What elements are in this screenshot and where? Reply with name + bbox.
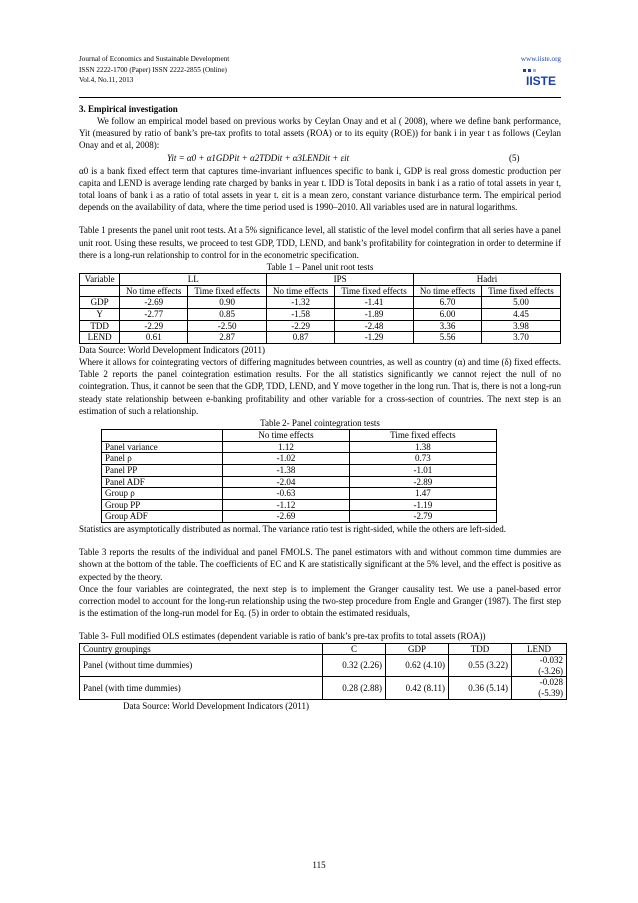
table2-cointegration	[101, 429, 497, 523]
equation-number: (5)	[509, 152, 520, 163]
table-cell: GDP	[386, 643, 449, 655]
table-cell: 1.12	[223, 441, 350, 453]
page-number: 115	[312, 860, 326, 870]
table-cell: 0.32 (2.26)	[323, 655, 386, 677]
table-row	[102, 465, 497, 477]
paragraph-statistics-note: Statistics are asymptotically distributed as normal. The variance ratio test is right-sided, while the others are left-sided.	[79, 523, 506, 534]
table-cell: -0.028 (-5.39)	[512, 677, 567, 699]
table-cell: Country groupings	[80, 643, 323, 655]
table-row	[102, 511, 497, 523]
page-content	[79, 54, 561, 712]
table-cell	[80, 285, 120, 297]
table-cell: LEND	[80, 332, 120, 344]
table-cell: Panel ρ	[102, 453, 223, 465]
iiste-logo	[521, 67, 561, 89]
table-cell: 1.38	[349, 441, 496, 453]
table-cell	[102, 430, 223, 442]
table-cell: 0.73	[349, 453, 496, 465]
table-row	[80, 655, 567, 677]
table-header-row	[80, 643, 567, 655]
table-cell: Time fixed effects	[188, 285, 267, 297]
table-row	[80, 677, 567, 699]
table-cell: 0.28 (2.88)	[323, 677, 386, 699]
table-cell: 3.36	[414, 320, 482, 332]
table-cell: Group ADF	[102, 511, 223, 523]
table-row	[80, 320, 561, 332]
table-cell: 0.55 (3.22)	[449, 655, 512, 677]
table-cell: Time fixed effects	[481, 285, 560, 297]
header-rule	[79, 97, 561, 98]
table-cell: Hadri	[414, 274, 561, 286]
table-cell: C	[323, 643, 386, 655]
table-cell: LL	[120, 274, 267, 286]
table-row	[102, 441, 497, 453]
table-cell: Panel PP	[102, 465, 223, 477]
table-cell: -1.12	[223, 499, 350, 511]
table-row	[102, 476, 497, 488]
table-cell: 4.45	[481, 309, 560, 321]
section-title: 3. Empirical investigation	[79, 104, 178, 114]
table-cell: No time effects	[267, 285, 335, 297]
table-cell: -1.38	[223, 465, 350, 477]
table-cell: Time fixed effects	[335, 285, 414, 297]
table-cell: 2.87	[188, 332, 267, 344]
table-cell: -2.29	[120, 320, 188, 332]
paragraph-cointegration: Where it allows for cointegrating vectors of differing magnitudes between countries, as well as country (α) and time (δ) fixed effects. Table 2 reports the panel cointegration estimation results. For the all statistics significantly we cannot reject the null of no cointegration. Thus, it cannot be seen that the GDP, TDD, LEND, and Y move together in the long run. That is, there is not a long-run steady state relationship between e-banking profitability and other variable for a cross-section of countries. The next step is an estimation of such a relationship.	[79, 357, 561, 416]
table-cell: LEND	[512, 643, 567, 655]
table-cell: 3.98	[481, 320, 560, 332]
paragraph-fmols: Table 3 reports the results of the individual and panel FMOLS. The panel estimators with and without common time dummies are shown at the bottom of the table. The coefficients of EC and K are statistically significant at the 5% level, and the effect is positive as expected by the theory.	[79, 547, 561, 582]
table2-caption: Table 2- Panel cointegration tests	[260, 418, 380, 429]
table-cell: TDD	[449, 643, 512, 655]
paragraph-unit-root: Table 1 presents the panel unit root tests. At a 5% significance level, all statistic of the level model confirm that all series have a panel unit root. Using these results, we proceed to test GDP, TDD, LEND, and bank’s profitability for cointegration in order to determine if there is a long-run relationship to control for in the econometric specification.	[79, 225, 561, 260]
journal-volume: Vol.4, No.11, 2013	[79, 76, 134, 85]
table-cell: -0.032 (-3.26)	[512, 655, 567, 677]
table-cell: -2.69	[223, 511, 350, 523]
table3-caption: Table 3- Full modified OLS estimates (dependent variable is ratio of bank’s pre-tax profits to total assets (ROA))	[79, 631, 486, 642]
table-cell: No time effects	[223, 430, 350, 442]
table-header-row	[80, 274, 561, 286]
table-cell: Panel ADF	[102, 476, 223, 488]
table-row	[102, 499, 497, 511]
table-cell: 0.62 (4.10)	[386, 655, 449, 677]
table-cell: -2.29	[267, 320, 335, 332]
journal-header	[79, 54, 561, 96]
table-cell: -2.89	[349, 476, 496, 488]
table1-unit-root	[79, 273, 561, 344]
table-cell: 6.70	[414, 297, 482, 309]
table-cell: IPS	[267, 274, 414, 286]
table-cell: -1.32	[267, 297, 335, 309]
table3-source: Data Source: World Development Indicators (2011)	[123, 700, 309, 711]
table-header-row	[102, 430, 497, 442]
table1-source: Data Source: World Development Indicators (2011)	[79, 344, 265, 355]
table-cell: 0.90	[188, 297, 267, 309]
paragraph-definitions: α0 is a bank fixed effect term that captures time-invariant influences specific to bank i, GDP is real gross domestic production per capita and LEND is average lending rate charged by banks in year t. IDD is Total deposits in bank i as a ratio of total assets in year t, total loans of bank i as a ratio of total assets in year t. εit is a mean zero, constant variance disturbance term. The empirical period depends on the availability of data, where the time period used is 1990–2010. All variables used are in natural logarithms.	[79, 165, 561, 213]
table-cell: No time effects	[120, 285, 188, 297]
table1-caption: Table 1 – Panel unit root tests	[266, 262, 374, 273]
table-cell: -1.29	[335, 332, 414, 344]
table-cell: -1.19	[349, 499, 496, 511]
journal-name: Journal of Economics and Sustainable Development	[79, 55, 230, 63]
table-cell: 5.56	[414, 332, 482, 344]
table-cell: 3.70	[481, 332, 560, 344]
table-cell: Group PP	[102, 499, 223, 511]
table-cell: -2.79	[349, 511, 496, 523]
table-cell: -1.58	[267, 309, 335, 321]
table-cell: -1.01	[349, 465, 496, 477]
table-row	[80, 332, 561, 344]
table-cell: -0.63	[223, 488, 350, 500]
table-cell: -2.04	[223, 476, 350, 488]
table-cell: No time effects	[414, 285, 482, 297]
equation-5	[79, 152, 561, 165]
paragraph-model: We follow an empirical model based on previous works by Ceylan Onay and et al ( 2008), where we define bank performance, Yit (measured by ratio of bank’s pre-tax profits to total assets (ROA) or to its equity (ROE)) for bank i in year t as follows (Ceylan Onay and et al, 2008):	[79, 116, 561, 151]
table-cell: 6.00	[414, 309, 482, 321]
table-cell: -2.48	[335, 320, 414, 332]
journal-url-link[interactable]: www.iiste.org	[520, 55, 561, 63]
table-cell: -2.77	[120, 309, 188, 321]
logo-text: IISTE	[525, 74, 557, 88]
table-cell: 0.36 (5.14)	[449, 677, 512, 699]
table-cell: Panel variance	[102, 441, 223, 453]
table-cell: Group ρ	[102, 488, 223, 500]
paragraph-granger: Once the four variables are cointegrated, the next step is to implement the Granger causality test. We use a panel-based error correction model to account for the long-run relationship using the two-step procedure from Engle and Granger (1987). The first step is the estimation of the long-run model for Eq. (5) in order to obtain the estimated residuals,	[79, 583, 561, 619]
table-row	[80, 309, 561, 321]
table-cell: -1.41	[335, 297, 414, 309]
table-cell: Y	[80, 309, 120, 321]
table-cell: 1.47	[349, 488, 496, 500]
journal-issn: ISSN 2222-1700 (Paper) ISSN 2222-2855 (Online)	[79, 65, 227, 74]
table-cell: Time fixed effects	[349, 430, 496, 442]
table-cell: -1.02	[223, 453, 350, 465]
table-cell: -1.89	[335, 309, 414, 321]
table-cell: Panel (with time dummies)	[80, 677, 323, 699]
table-cell: -2.50	[188, 320, 267, 332]
table-row	[102, 488, 497, 500]
table-row	[102, 453, 497, 465]
table-cell: 0.42 (8.11)	[386, 677, 449, 699]
table-cell: 0.61	[120, 332, 188, 344]
table-cell: TDD	[80, 320, 120, 332]
table-cell: 0.85	[188, 309, 267, 321]
table3-fmols	[79, 643, 567, 700]
table-subheader-row	[80, 285, 561, 297]
table-cell: GDP	[80, 297, 120, 309]
equation-expression: Yit = α0 + α1GDPit + α2TDDit + α3LENDit + εit	[167, 152, 350, 163]
table-cell: -2.69	[120, 297, 188, 309]
table-cell: 0.87	[267, 332, 335, 344]
table-row	[80, 297, 561, 309]
table-cell: Variable	[80, 274, 120, 286]
table-cell: Panel (without time dummies)	[80, 655, 323, 677]
table-cell: 5.00	[481, 297, 560, 309]
